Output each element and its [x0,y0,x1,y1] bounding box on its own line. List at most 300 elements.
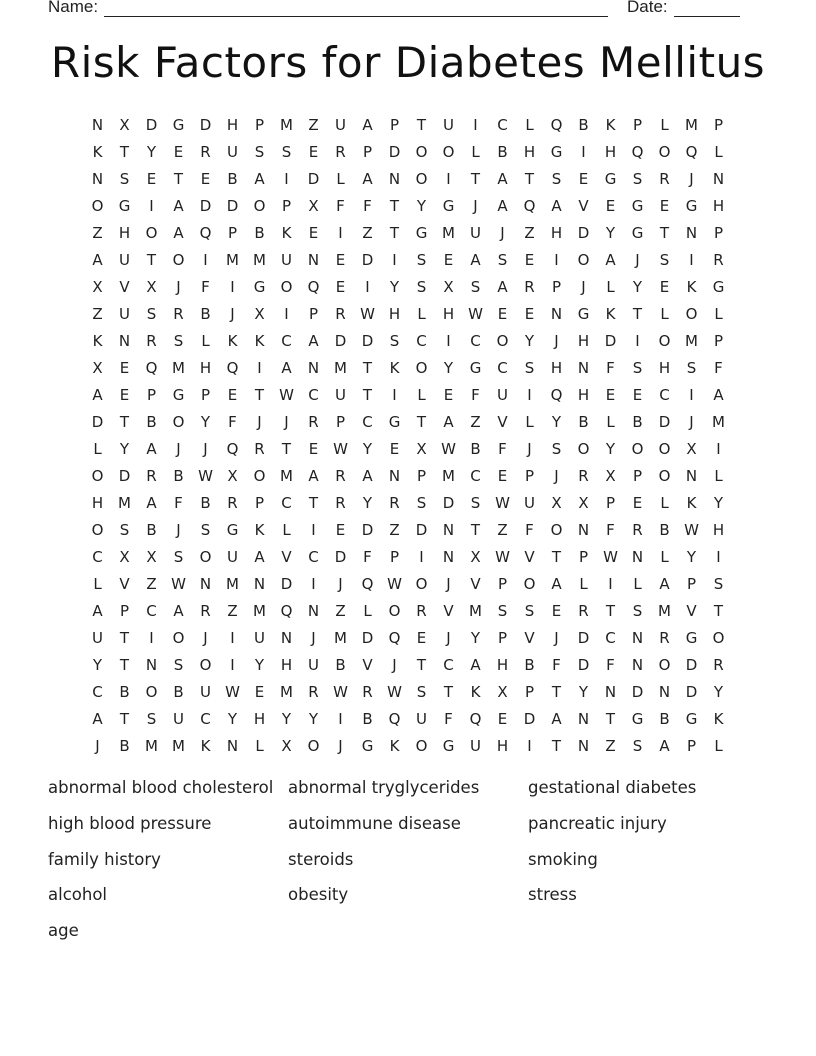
grid-cell[interactable]: F [606,521,615,539]
grid-cell[interactable]: S [497,602,508,620]
grid-cell[interactable]: S [416,251,427,269]
grid-cell[interactable]: K [389,737,400,755]
grid-cell[interactable]: Q [685,143,698,161]
grid-cell[interactable]: N [685,224,698,242]
grid-cell[interactable]: F [363,548,372,566]
grid-cell[interactable]: F [498,440,507,458]
grid-cell[interactable]: H [658,359,671,377]
grid-cell[interactable]: W [225,683,240,701]
grid-cell[interactable]: A [497,278,508,296]
grid-cell[interactable]: J [446,629,451,647]
grid-cell[interactable]: U [470,737,481,755]
grid-cell[interactable]: Y [146,143,157,161]
grid-cell[interactable]: O [577,251,590,269]
grid-cell[interactable]: M [334,359,347,377]
grid-cell[interactable]: B [227,170,238,188]
grid-cell[interactable]: R [713,251,724,269]
grid-cell[interactable]: Q [550,116,563,134]
grid-cell[interactable]: P [416,467,427,485]
grid-cell[interactable]: P [119,602,130,620]
grid-cell[interactable]: P [713,332,724,350]
grid-cell[interactable]: A [92,710,103,728]
grid-cell[interactable]: B [470,440,481,458]
grid-cell[interactable]: X [578,494,589,512]
grid-cell[interactable]: G [172,386,185,404]
grid-cell[interactable]: V [443,602,454,620]
grid-cell[interactable]: K [254,521,265,539]
grid-cell[interactable]: I [392,251,397,269]
grid-cell[interactable]: E [227,386,238,404]
grid-cell[interactable]: Y [362,494,373,512]
grid-cell[interactable]: D [685,683,698,701]
grid-cell[interactable]: P [578,548,589,566]
grid-cell[interactable]: B [497,143,508,161]
grid-cell[interactable]: F [201,278,210,296]
grid-cell[interactable]: E [497,467,508,485]
grid-cell[interactable]: Y [389,278,400,296]
grid-cell[interactable]: H [577,386,590,404]
grid-cell[interactable]: S [389,332,400,350]
grid-cell[interactable]: Z [335,602,346,620]
grid-cell[interactable]: J [311,629,316,647]
grid-cell[interactable]: R [416,602,427,620]
grid-cell[interactable]: D [334,548,347,566]
grid-cell[interactable]: N [631,656,644,674]
grid-cell[interactable]: E [389,440,400,458]
grid-cell[interactable]: U [281,251,292,269]
grid-cell[interactable]: U [119,251,130,269]
grid-cell[interactable]: N [253,575,266,593]
grid-cell[interactable]: P [632,467,643,485]
grid-cell[interactable]: A [173,602,184,620]
grid-cell[interactable]: Z [362,224,373,242]
grid-cell[interactable]: A [470,656,481,674]
grid-cell[interactable]: T [416,413,427,431]
grid-cell[interactable]: Z [605,737,616,755]
grid-cell[interactable]: B [146,413,157,431]
grid-cell[interactable]: P [524,683,535,701]
grid-cell[interactable]: R [335,467,346,485]
grid-cell[interactable]: H [496,656,509,674]
grid-cell[interactable]: O [145,683,158,701]
grid-cell[interactable]: H [712,197,725,215]
grid-cell[interactable]: P [389,548,400,566]
grid-cell[interactable]: V [281,548,292,566]
grid-cell[interactable]: U [173,710,184,728]
grid-cell[interactable]: E [119,359,130,377]
grid-cell[interactable]: C [92,548,103,566]
grid-cell[interactable]: N [631,548,644,566]
grid-cell[interactable]: O [388,602,401,620]
grid-cell[interactable]: Y [605,224,616,242]
grid-cell[interactable]: T [470,170,481,188]
grid-cell[interactable]: T [119,143,130,161]
grid-cell[interactable]: A [362,170,373,188]
grid-cell[interactable]: A [659,575,670,593]
grid-cell[interactable]: D [307,170,320,188]
grid-cell[interactable]: I [311,575,316,593]
grid-cell[interactable]: X [416,440,427,458]
grid-cell[interactable]: P [686,575,697,593]
grid-cell[interactable]: P [686,737,697,755]
grid-cell[interactable]: D [226,197,239,215]
grid-cell[interactable]: A [146,440,157,458]
grid-cell[interactable]: R [713,656,724,674]
grid-cell[interactable]: L [525,413,534,431]
grid-cell[interactable]: G [631,224,644,242]
grid-cell[interactable]: E [254,683,265,701]
grid-cell[interactable]: C [92,683,103,701]
grid-cell[interactable]: H [226,116,239,134]
grid-cell[interactable]: O [172,413,185,431]
grid-cell[interactable]: H [604,143,617,161]
grid-cell[interactable]: Y [713,683,724,701]
grid-cell[interactable]: I [365,278,370,296]
grid-cell[interactable]: F [336,197,345,215]
grid-cell[interactable]: U [335,116,346,134]
grid-cell[interactable]: Q [280,602,293,620]
grid-cell[interactable]: R [308,413,319,431]
grid-cell[interactable]: J [554,467,559,485]
grid-cell[interactable]: S [119,521,130,539]
grid-cell[interactable]: V [362,656,373,674]
grid-cell[interactable]: O [577,440,590,458]
grid-cell[interactable]: T [605,602,616,620]
grid-cell[interactable]: T [524,170,535,188]
grid-cell[interactable]: U [200,683,211,701]
grid-cell[interactable]: X [146,278,157,296]
grid-cell[interactable]: V [470,575,481,593]
grid-cell[interactable]: D [442,494,455,512]
grid-cell[interactable]: W [441,440,456,458]
grid-cell[interactable]: P [146,386,157,404]
grid-cell[interactable]: S [173,548,184,566]
grid-cell[interactable]: Y [254,656,265,674]
grid-cell[interactable]: A [92,386,103,404]
grid-cell[interactable]: N [604,683,617,701]
grid-cell[interactable]: O [172,251,185,269]
grid-cell[interactable]: I [689,251,694,269]
grid-cell[interactable]: J [689,170,694,188]
grid-cell[interactable]: U [227,143,238,161]
grid-cell[interactable]: X [146,548,157,566]
grid-cell[interactable]: A [551,710,562,728]
grid-cell[interactable]: Q [307,278,320,296]
grid-cell[interactable]: Y [416,197,427,215]
grid-cell[interactable]: L [714,737,723,755]
grid-cell[interactable]: A [254,170,265,188]
grid-cell[interactable]: F [606,359,615,377]
grid-cell[interactable]: E [416,629,427,647]
grid-cell[interactable]: A [308,332,319,350]
grid-cell[interactable]: T [119,413,130,431]
grid-cell[interactable]: J [527,440,532,458]
grid-cell[interactable]: T [146,251,157,269]
grid-cell[interactable]: G [253,278,266,296]
grid-cell[interactable]: A [92,251,103,269]
grid-cell[interactable]: M [685,332,698,350]
grid-cell[interactable]: R [362,683,373,701]
grid-cell[interactable]: G [577,305,590,323]
grid-cell[interactable]: Y [200,413,211,431]
grid-cell[interactable]: N [307,359,320,377]
grid-cell[interactable]: B [578,116,589,134]
grid-cell[interactable]: K [470,683,481,701]
grid-cell[interactable]: S [146,305,157,323]
grid-cell[interactable]: I [230,629,235,647]
grid-cell[interactable]: F [552,656,561,674]
grid-cell[interactable]: Y [524,332,535,350]
grid-cell[interactable]: P [362,143,373,161]
grid-cell[interactable]: E [335,278,346,296]
grid-cell[interactable]: I [257,359,262,377]
grid-cell[interactable]: A [551,575,562,593]
grid-cell[interactable]: L [714,467,723,485]
grid-cell[interactable]: M [253,602,266,620]
grid-cell[interactable]: N [307,602,320,620]
grid-cell[interactable]: K [686,494,697,512]
grid-cell[interactable]: E [200,170,211,188]
grid-cell[interactable]: U [335,386,346,404]
date-line[interactable] [674,1,740,17]
grid-cell[interactable]: C [605,629,616,647]
grid-cell[interactable]: W [333,683,348,701]
grid-cell[interactable]: K [254,332,265,350]
grid-cell[interactable]: O [496,332,509,350]
grid-cell[interactable]: Y [686,548,697,566]
grid-cell[interactable]: R [227,494,238,512]
grid-cell[interactable]: R [389,494,400,512]
grid-cell[interactable]: A [254,548,265,566]
grid-cell[interactable]: C [416,332,427,350]
grid-cell[interactable]: M [442,467,455,485]
grid-cell[interactable]: B [335,656,346,674]
grid-cell[interactable]: Q [199,224,212,242]
grid-cell[interactable]: P [605,494,616,512]
grid-cell[interactable]: Q [550,386,563,404]
grid-cell[interactable]: A [605,251,616,269]
grid-cell[interactable]: O [658,467,671,485]
grid-cell[interactable]: N [199,575,212,593]
grid-cell[interactable]: N [631,629,644,647]
grid-cell[interactable]: W [360,305,375,323]
grid-cell[interactable]: U [92,629,103,647]
grid-cell[interactable]: C [470,467,481,485]
grid-cell[interactable]: A [470,251,481,269]
grid-cell[interactable]: L [660,116,669,134]
grid-cell[interactable]: D [118,467,131,485]
grid-cell[interactable]: Z [146,575,157,593]
grid-cell[interactable]: T [119,710,130,728]
grid-cell[interactable]: I [716,548,721,566]
grid-cell[interactable]: T [119,629,130,647]
grid-cell[interactable]: E [443,251,454,269]
grid-cell[interactable]: T [416,116,427,134]
grid-cell[interactable]: D [361,251,374,269]
grid-cell[interactable]: I [338,710,343,728]
grid-cell[interactable]: S [416,683,427,701]
grid-cell[interactable]: P [497,575,508,593]
grid-cell[interactable]: N [91,170,104,188]
grid-cell[interactable]: U [308,656,319,674]
grid-cell[interactable]: L [633,575,642,593]
grid-cell[interactable]: I [608,575,613,593]
grid-cell[interactable]: X [119,548,130,566]
grid-cell[interactable]: W [279,386,294,404]
grid-cell[interactable]: M [442,224,455,242]
grid-cell[interactable]: B [362,710,373,728]
grid-cell[interactable]: Z [92,224,103,242]
grid-cell[interactable]: P [632,116,643,134]
grid-cell[interactable]: I [230,278,235,296]
grid-cell[interactable]: S [632,602,643,620]
grid-cell[interactable]: G [361,737,374,755]
grid-cell[interactable]: Z [470,413,481,431]
grid-cell[interactable]: C [362,413,373,431]
grid-cell[interactable]: K [281,224,292,242]
grid-cell[interactable]: O [91,521,104,539]
grid-cell[interactable]: E [659,197,670,215]
grid-cell[interactable]: J [446,575,451,593]
grid-cell[interactable]: O [91,467,104,485]
grid-cell[interactable]: I [554,251,559,269]
grid-cell[interactable]: A [173,197,184,215]
grid-cell[interactable]: S [416,278,427,296]
grid-cell[interactable]: D [523,710,536,728]
grid-cell[interactable]: R [578,467,589,485]
grid-cell[interactable]: J [635,251,640,269]
grid-cell[interactable]: P [524,467,535,485]
grid-cell[interactable]: O [442,143,455,161]
grid-cell[interactable]: P [551,278,562,296]
grid-cell[interactable]: Y [362,440,373,458]
grid-cell[interactable]: P [389,116,400,134]
grid-cell[interactable]: F [714,359,723,377]
grid-cell[interactable]: T [551,683,562,701]
grid-cell[interactable]: O [415,737,428,755]
grid-cell[interactable]: H [118,224,131,242]
grid-cell[interactable]: T [254,386,265,404]
grid-cell[interactable]: Q [631,143,644,161]
grid-cell[interactable]: I [446,170,451,188]
grid-cell[interactable]: E [524,251,535,269]
grid-cell[interactable]: N [550,305,563,323]
grid-cell[interactable]: L [93,575,102,593]
grid-cell[interactable]: N [280,629,293,647]
grid-cell[interactable]: G [442,197,455,215]
grid-cell[interactable]: R [146,332,157,350]
grid-cell[interactable]: T [173,170,184,188]
grid-cell[interactable]: P [281,197,292,215]
grid-cell[interactable]: L [363,602,372,620]
grid-cell[interactable]: Q [388,710,401,728]
grid-cell[interactable]: E [443,386,454,404]
grid-cell[interactable]: D [415,521,428,539]
name-field[interactable] [48,0,608,17]
grid-cell[interactable]: E [308,224,319,242]
grid-cell[interactable]: F [525,521,534,539]
grid-cell[interactable]: X [551,494,562,512]
grid-cell[interactable]: M [685,116,698,134]
grid-cell[interactable]: X [92,359,103,377]
grid-cell[interactable]: S [686,359,697,377]
grid-cell[interactable]: S [470,278,481,296]
grid-cell[interactable]: F [606,656,615,674]
grid-cell[interactable]: L [417,305,426,323]
grid-cell[interactable]: W [468,305,483,323]
grid-cell[interactable]: S [551,170,562,188]
grid-cell[interactable]: X [686,440,697,458]
grid-cell[interactable]: J [230,305,235,323]
grid-cell[interactable]: R [335,305,346,323]
grid-cell[interactable]: N [577,521,590,539]
grid-cell[interactable]: C [497,359,508,377]
grid-cell[interactable]: W [495,548,510,566]
grid-cell[interactable]: R [200,143,211,161]
grid-cell[interactable]: J [95,737,100,755]
grid-cell[interactable]: C [659,386,670,404]
grid-cell[interactable]: E [335,251,346,269]
grid-cell[interactable]: A [443,413,454,431]
grid-cell[interactable]: B [146,521,157,539]
grid-cell[interactable]: B [524,656,535,674]
grid-cell[interactable]: G [469,359,482,377]
grid-cell[interactable]: R [335,494,346,512]
grid-cell[interactable]: X [119,116,130,134]
grid-cell[interactable]: G [685,197,698,215]
grid-cell[interactable]: E [173,143,184,161]
grid-cell[interactable]: B [632,413,643,431]
grid-cell[interactable]: K [686,278,697,296]
grid-cell[interactable]: T [605,710,616,728]
grid-cell[interactable]: D [658,413,671,431]
grid-cell[interactable]: L [525,116,534,134]
grid-cell[interactable]: A [92,602,103,620]
grid-cell[interactable]: J [473,197,478,215]
grid-cell[interactable]: T [470,521,481,539]
grid-cell[interactable]: E [659,278,670,296]
grid-cell[interactable]: R [146,467,157,485]
grid-cell[interactable]: A [497,197,508,215]
grid-cell[interactable]: S [524,359,535,377]
grid-cell[interactable]: O [172,629,185,647]
grid-cell[interactable]: R [524,278,535,296]
grid-cell[interactable]: D [361,332,374,350]
grid-cell[interactable]: J [581,278,586,296]
grid-cell[interactable]: R [659,170,670,188]
grid-cell[interactable]: T [551,737,562,755]
grid-cell[interactable]: Y [632,278,643,296]
grid-cell[interactable]: O [199,656,212,674]
grid-cell[interactable]: T [119,656,130,674]
grid-cell[interactable]: C [281,332,292,350]
grid-cell[interactable]: D [577,629,590,647]
grid-cell[interactable]: J [338,575,343,593]
grid-cell[interactable]: M [118,494,131,512]
grid-cell[interactable]: I [230,656,235,674]
grid-cell[interactable]: N [388,170,401,188]
grid-cell[interactable]: D [685,656,698,674]
grid-cell[interactable]: T [551,548,562,566]
grid-cell[interactable]: S [632,359,643,377]
grid-cell[interactable]: S [659,251,670,269]
grid-cell[interactable]: J [554,629,559,647]
grid-cell[interactable]: L [255,737,264,755]
grid-cell[interactable]: Z [497,521,508,539]
grid-cell[interactable]: L [282,521,291,539]
grid-cell[interactable]: E [605,386,616,404]
grid-cell[interactable]: U [227,548,238,566]
